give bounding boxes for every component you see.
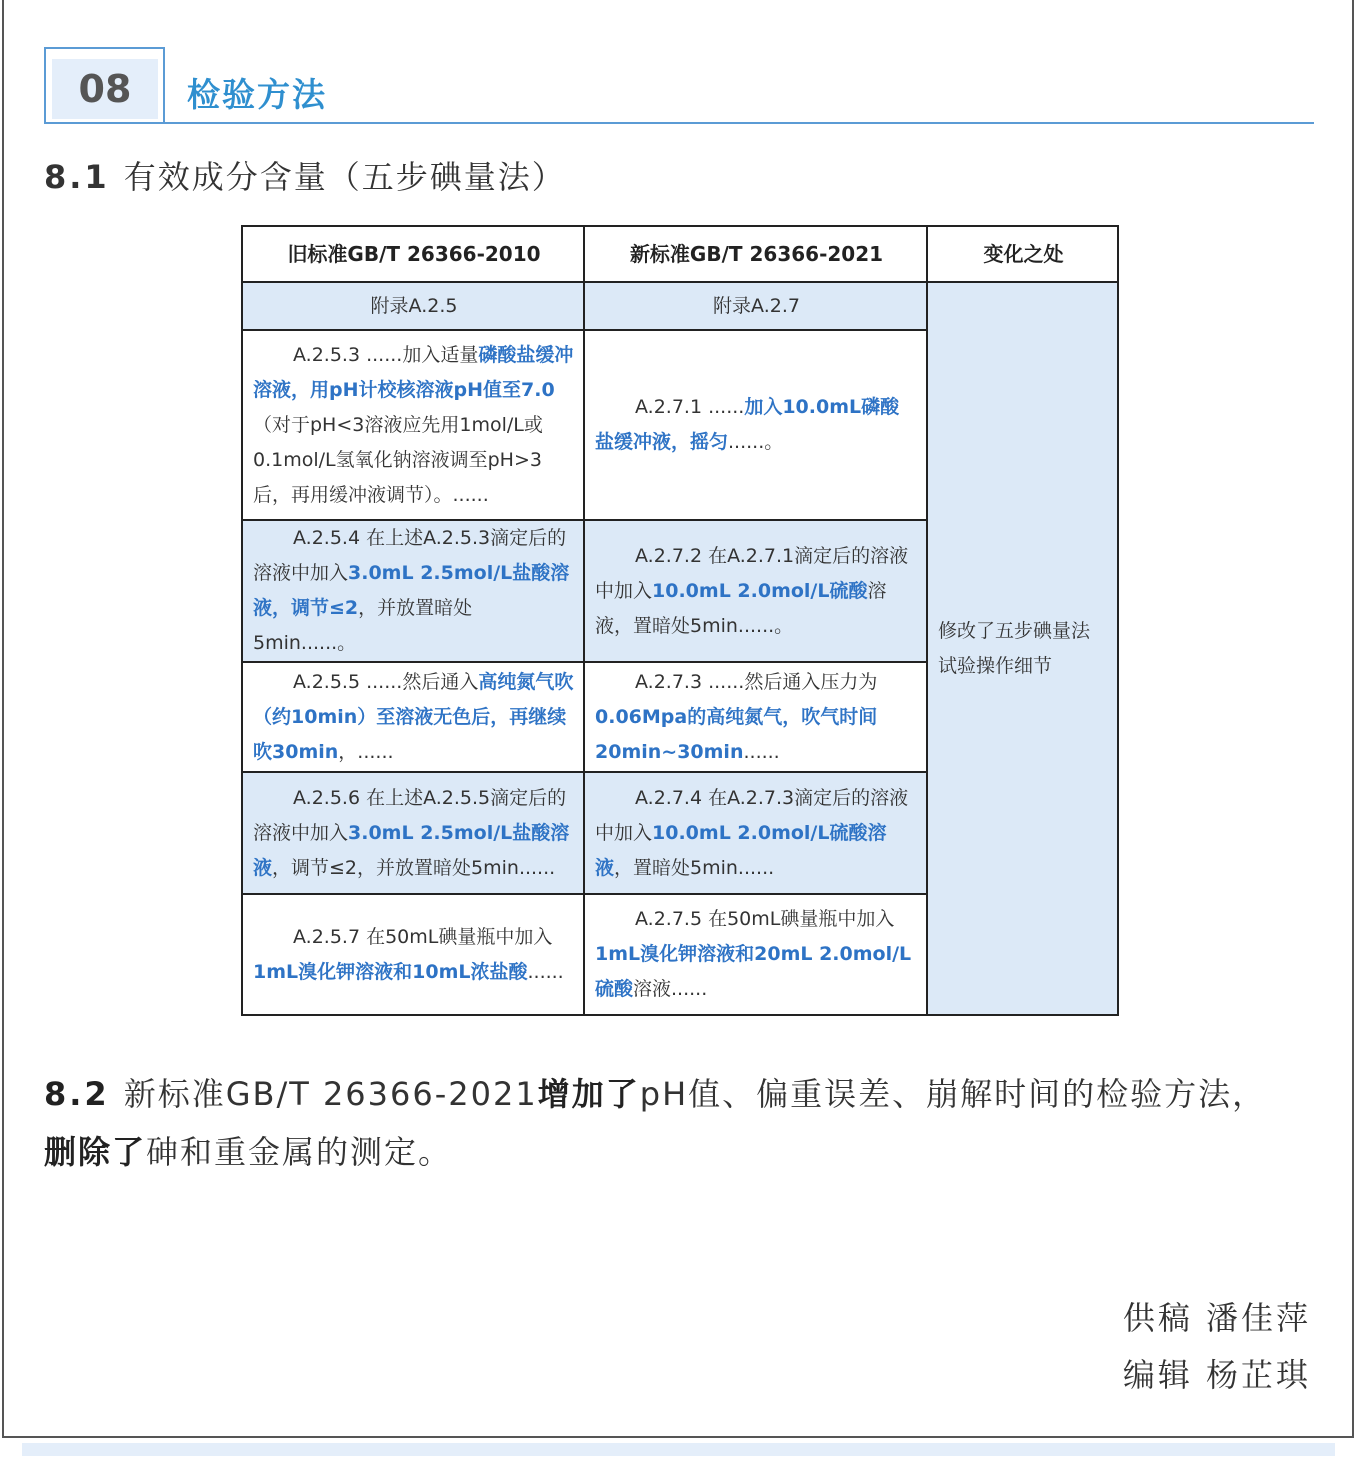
header-old-standard: 旧标准GB/T 26366-2010 [242, 226, 584, 282]
subsection-8-1-title [44, 152, 566, 198]
subsection-number: 8.2 [44, 1075, 110, 1113]
old-cell: A.2.5.5 ......然后通入高纯氮气吹（约10min）至溶液无色后，再继续吹30min，...... [242, 662, 584, 772]
new-cell: A.2.7.4 在A.2.7.3滴定后的溶液中加入10.0mL 2.0mol/L硫酸溶液，置暗处5min...... [584, 772, 927, 894]
change-description [927, 282, 1118, 1015]
section-heading: 检验方法 [187, 75, 327, 114]
new-cell: A.2.7.2 在A.2.7.1滴定后的溶液中加入10.0mL 2.0mol/L硫酸溶液，置暗处5min......。 [584, 520, 927, 662]
old-cell: A.2.5.4 在上述A.2.5.3滴定后的溶液中加入3.0mL 2.5mol/L盐酸溶液，调节≤2，并放置暗处5min......。 [242, 520, 584, 662]
header-changes: 变化之处 [927, 226, 1118, 282]
old-cell: A.2.5.3 ......加入适量磷酸盐缓冲溶液，用pH计校核溶液pH值至7.0（对于pH<3溶液应先用1mol/L或0.1mol/L氢氧化钠溶液调至pH>3后，再用缓冲液调节）。...... [242, 330, 584, 520]
header-divider [44, 122, 1314, 124]
added-emphasis: 增加了 [537, 1075, 640, 1113]
section-number: 08 [52, 59, 158, 119]
appendix-row [242, 282, 1118, 330]
comparison-table [241, 225, 1119, 1016]
section-number-box [44, 47, 165, 123]
section-header [44, 47, 1314, 125]
new-cell: A.2.7.5 在50mL碘量瓶中加入1mL溴化钾溶液和20mL 2.0mol/L硫酸溶液...... [584, 894, 927, 1015]
subsection-number: 8.1 [44, 158, 110, 196]
old-cell: A.2.5.7 在50mL碘量瓶中加入1mL溴化钾溶液和10mL浓盐酸...... [242, 894, 584, 1015]
bottom-decoration-band [22, 1443, 1335, 1456]
subsection-text: 有效成分含量（五步碘量法） [123, 158, 566, 196]
removed-emphasis: 删除了 [44, 1133, 147, 1171]
change-line-2: 试验操作细节 [938, 654, 1053, 677]
subsection-8-2-paragraph: 8.2 新标准GB/T 26366-2021增加了pH值、偏重误差、崩解时间的检验方法， 删除了砷和重金属的测定。 [44, 1075, 1267, 1171]
change-line-1: 修改了五步碘量法 [938, 619, 1091, 642]
editor-credit: 编辑 杨芷琪 [1122, 1356, 1311, 1394]
new-appendix: 附录A.2.7 [584, 282, 927, 330]
header-new-standard: 新标准GB/T 26366-2021 [584, 226, 927, 282]
contributor-credit: 供稿 潘佳萍 [1122, 1299, 1311, 1337]
new-cell: A.2.7.1 ......加入10.0mL磷酸盐缓冲液，摇匀......。 [584, 330, 927, 520]
new-cell: A.2.7.3 ......然后通入压力为0.06Mpa的高纯氮气，吹气时间20min~30min...... [584, 662, 927, 772]
old-cell: A.2.5.6 在上述A.2.5.5滴定后的溶液中加入3.0mL 2.5mol/L盐酸溶液，调节≤2，并放置暗处5min...... [242, 772, 584, 894]
old-appendix: 附录A.2.5 [242, 282, 584, 330]
table-header-row [242, 226, 1118, 282]
